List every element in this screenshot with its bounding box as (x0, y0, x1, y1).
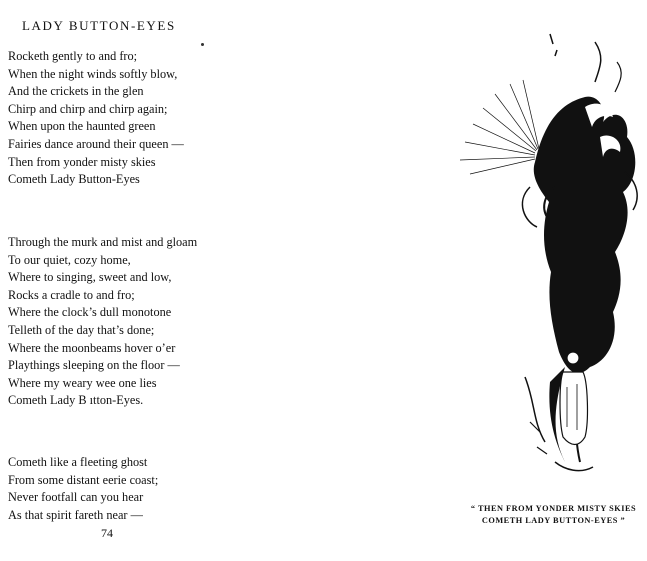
poem-line: Rocketh gently to and fro; (8, 49, 138, 63)
poem-line: And the crickets in the glen (8, 84, 144, 99)
page-number: 74 (101, 526, 113, 540)
ink-speck (201, 43, 204, 46)
running-title: LADY BUTTON-EYES (22, 18, 176, 33)
poem-line: To our quiet, cozy home, (8, 252, 131, 267)
poem-line: Where the clock’s dull monotone (8, 305, 172, 320)
poem-line: Where the moonbeams hover o’er (8, 340, 176, 355)
poem-line: Cometh Lady Button-Eyes (8, 172, 140, 187)
stanza-1 (8, 48, 184, 189)
ink-illustration (455, 22, 645, 492)
poem-line: Where my weary wee one lies (8, 375, 157, 390)
poem-line: Never footfall can you hear (8, 490, 144, 505)
poem-line: When the night winds softly blow, (8, 66, 178, 81)
poem-line: Then from yonder misty skies (8, 154, 156, 169)
poem-line: When upon the haunted green (8, 119, 156, 134)
caption-line: “ THEN FROM YONDER MISTY SKIES (470, 504, 637, 513)
poem-line: Telleth of the day that’s done; (8, 322, 155, 337)
poem-line: From some distant eerie coast; (8, 472, 159, 487)
poem-line: Cometh like a fleeting ghost (8, 455, 148, 469)
caption-line: COMETH LADY BUTTON-EYES ” (481, 515, 626, 525)
poem-line: Cometh Lady B ıtton-Eyes. (8, 393, 144, 408)
stanza-3 (8, 454, 158, 524)
poem-line: Through the murk and mist and gloam (8, 235, 198, 249)
poem-line: Rocks a cradle to and fro; (8, 287, 135, 302)
poem-line: As that spirit fareth near — (8, 507, 143, 522)
illustration-caption (466, 503, 641, 526)
poem-line: Where to singing, sweet and low, (8, 270, 172, 285)
poem-line: Chirp and chirp and chirp again; (8, 101, 168, 116)
poem-line: Playthings sleeping on the floor — (8, 358, 180, 373)
stanza-2 (8, 234, 197, 410)
poem-line: Fairies dance around their queen — (8, 136, 184, 151)
